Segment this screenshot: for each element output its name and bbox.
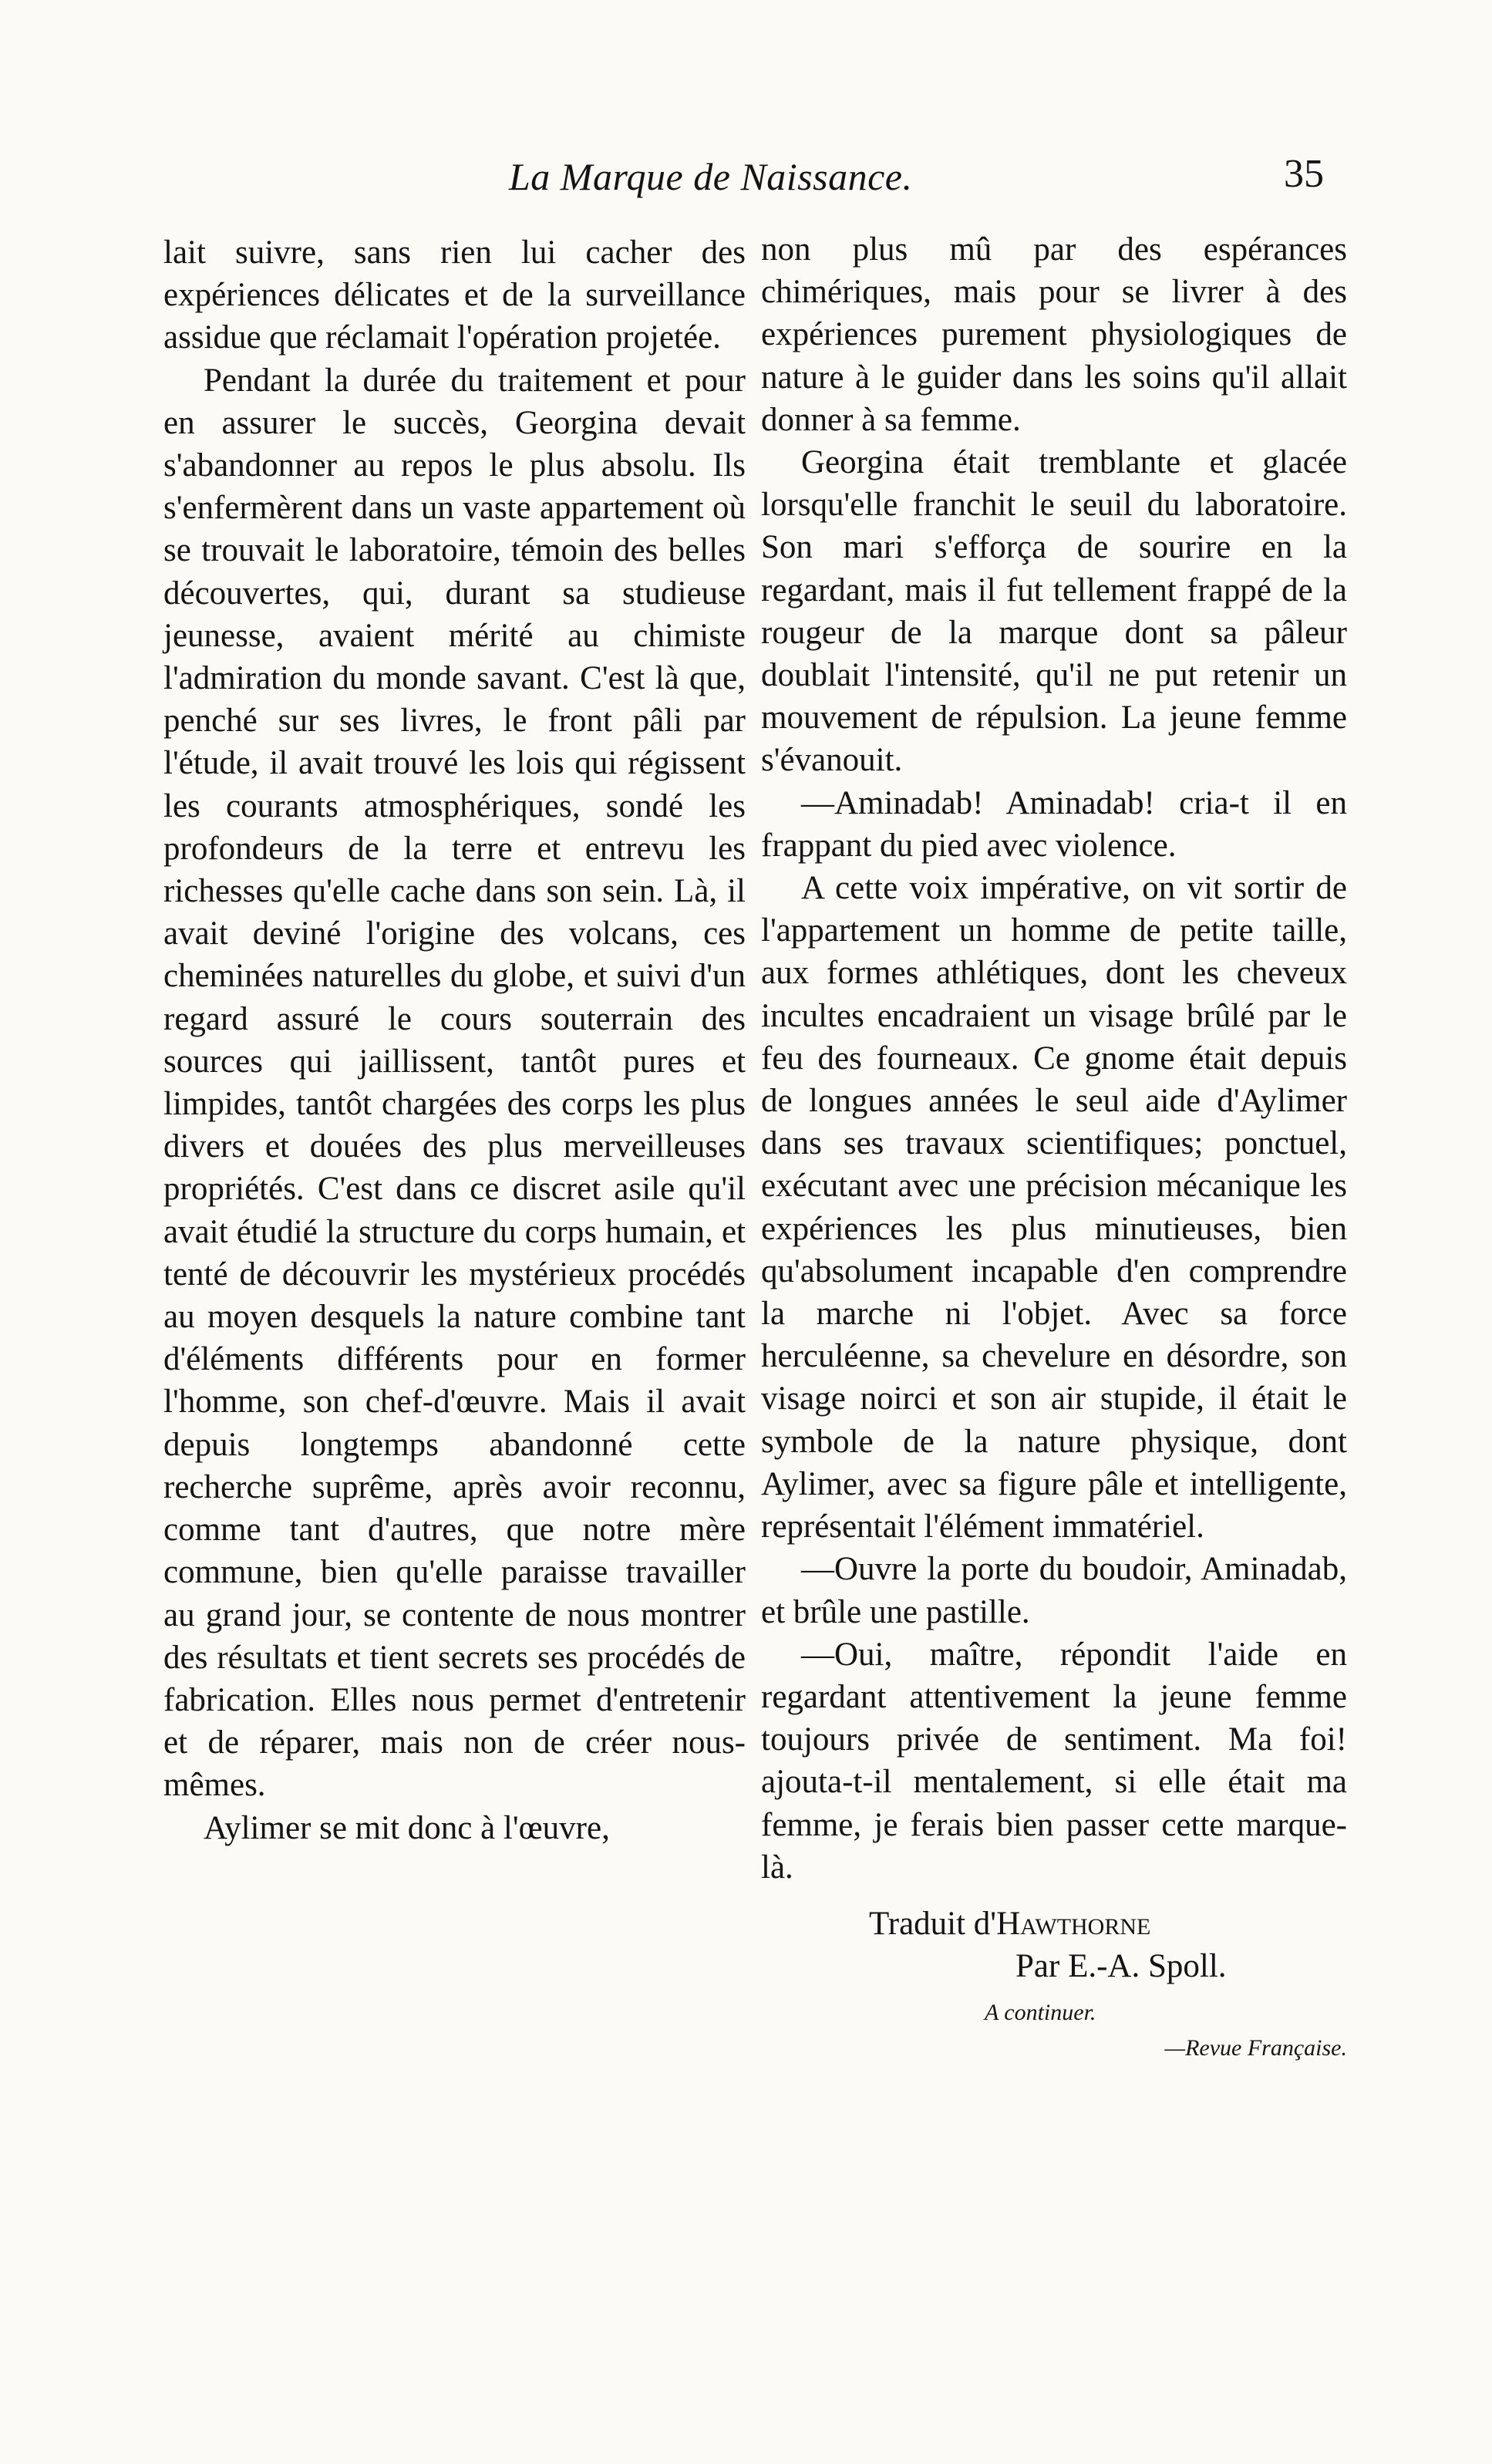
paragraph: —Aminadab! Aminadab! cria-t il en frappant du pied avec violence. [761,784,1347,864]
running-title: La Marque de Naissance. [509,155,913,198]
paragraph: Pendant la durée du traitement et pour en assurer le succès, Georgina devait s'abandonner au repos le plus absolu. Ils s'enfermèrent dans un vaste appartement où se trouvait le laboratoire, témoin des belles découvertes, qui, durant sa studieuse jeunesse, avaient mérité au chimiste l'admiration du monde savant. C'est là que, penché sur ses livres, le front pâli par l'étude, il avait trouvé les lois qui régissent les courants atmosphériques, sondé les profondeurs de la terre et entrevu les richesses qu'elle cache dans son sein. Là, il avait deviné l'origine des volcans, ces cheminées naturelles du globe, et suivi d'un regard assuré le cours souterrain des sources qui jaillissent, tantôt pures et limpides, tantôt chargées des corps les plus divers et douées des plus merveilleuses propriétés. C'est dans ce discret asile qu'il avait étudié la structure du corps humain, et tenté de découvrir les mystérieux procédés au moyen desquels la nature combine tant d'éléments différents pour en former l'homme, son chef-d'œuvre. Mais il avait depuis longtemps abandonné cette recherche suprême, après avoir reconnu, comme tant d'autres, que notre mère commune, bien qu'elle paraisse travailler au grand jour, se contente de nous montrer des résultats et tient secrets ses procédés de fabrication. Elles nous permet d'entretenir et de réparer, mais non de créer nous-mêmes. [163,362,746,1804]
paragraph: A cette voix impérative, on vit sortir de l'appartement un homme de petite taille, aux formes athlétiques, dont les cheveux incultes encadraient un visage brûlé par le feu des fourneaux. Ce gnome était depuis de longues années le seul aide d'Aylimer dans ses travaux scientifiques; ponctuel, exécutant avec une précision mécanique les expériences les plus minutieuses, bien qu'absolument incapable d'en comprendre la marche ni l'objet. Avec sa force herculéenne, sa chevelure en désordre, son visage noirci et son air stupide, il était le symbole de la nature physique, dont Aylimer, avec sa figure pâle et intelligente, représentait l'élément immatériel. [761,870,1347,1545]
paragraph: non plus mû par des espérances chimériques, mais pour se livrer à des expériences purement physiologiques de nature à le guider dans les soins qu'il allait donner à sa femme. [761,231,1347,438]
translated-prefix: Traduit d' [869,1905,997,1942]
paragraph: lait suivre, sans rien lui cacher des expériences délicates et de la surveillance assidue que réclamait l'opération projetée. [163,234,746,356]
translator-line: Par E.-A. Spoll. [1015,1948,1227,1985]
signature-block [761,1903,1347,2066]
left-column [163,231,746,1849]
paragraph: —Oui, maître, répondit l'aide en regardant attentivement la jeune femme toujours privée de sentiment. Ma foi! ajouta-t-il mentalement, si elle était ma femme, je ferais bien passer cette marque-là. [761,1636,1347,1886]
continuation-note: A continuer. [985,2000,1096,2026]
author-name: Hawthorne [996,1905,1151,1942]
page-number: 35 [1284,152,1324,196]
paragraph: —Ouvre la porte du boudoir, Aminadab, et brûle une pastille. [761,1551,1347,1630]
paragraph: Aylimer se mit donc à l'œuvre, [204,1809,610,1846]
translation-credit [869,1903,1347,1945]
source-note: —Revue Française. [1164,2035,1347,2061]
footer-notes [761,1995,1347,2066]
right-column [761,228,1347,2066]
paragraph: Georgina était tremblante et glacée lorsqu'elle franchit le seuil du laboratoire. Son mari s'efforça de sourire en la regardant, mais il fut tellement frappé de la rougeur de la marque dont sa pâleur doublait l'intensité, qu'il ne put retenir un mouvement de répulsion. La jeune femme s'évanouit. [761,444,1347,779]
